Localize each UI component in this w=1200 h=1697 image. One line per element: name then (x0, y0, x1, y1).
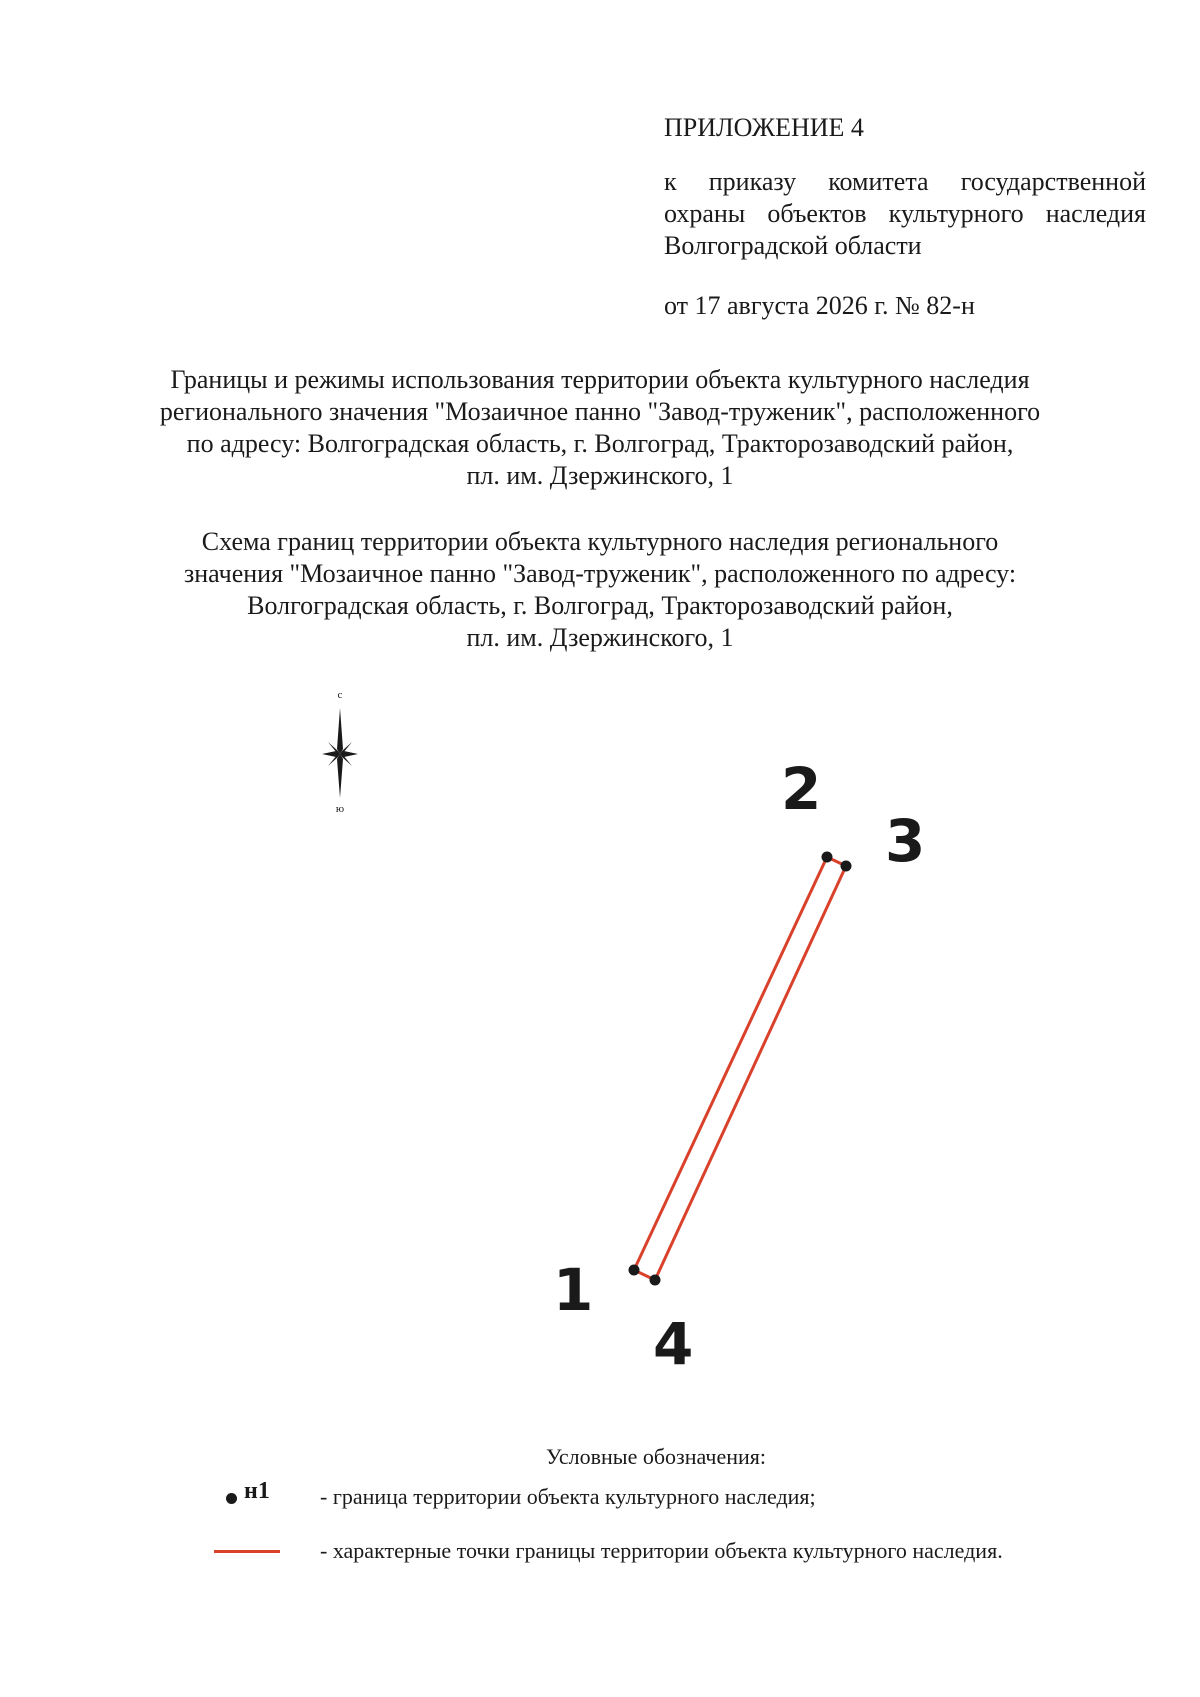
boundary-point-label-4: 4 (653, 1310, 694, 1378)
legend-item-line (210, 1537, 1170, 1571)
main-title-line: по адресу: Волгоградская область, г. Волгоград, Тракторозаводский район, (186, 429, 1014, 458)
appendix-date-line: от 17 августа 2026 г. № 82-н (664, 291, 975, 320)
boundary-point-label-2: 2 (781, 755, 822, 823)
legend-point-sample (210, 1478, 290, 1511)
main-title-line: регионального значения "Мозаичное панно "Завод-труженик", расположенного (159, 397, 1041, 426)
boundary-point-1 (629, 1265, 640, 1276)
boundary-point-3 (841, 861, 852, 872)
appendix-block (664, 112, 1146, 322)
legend-item-text: - характерные точки границы территории объекта культурного наследия. (320, 1538, 1003, 1563)
compass-north-label: с (337, 689, 343, 701)
legend-line-sample (210, 1537, 290, 1565)
legend-title: Условные обозначения: (545, 1444, 767, 1469)
boundary-point-label-3: 3 (885, 807, 926, 875)
scheme-title-line: Схема границ территории объекта культурного наследия регионального (201, 527, 999, 556)
main-title-line: Границы и режимы использования территории объекта культурного наследия (170, 365, 1030, 394)
legend-dot-icon (226, 1493, 237, 1504)
main-title-line: пл. им. Дзержинского, 1 (466, 461, 734, 490)
scheme-title (150, 526, 1050, 654)
boundary-point-2 (822, 852, 833, 863)
appendix-title: ПРИЛОЖЕНИЕ 4 (664, 113, 864, 142)
scheme-title-line: пл. им. Дзержинского, 1 (466, 623, 734, 652)
boundary-point-4 (650, 1275, 661, 1286)
scheme-title-line: значения "Мозаичное панно "Завод-труженик", расположенного по адресу: (183, 559, 1017, 588)
legend-red-line-icon (214, 1550, 280, 1553)
main-title (150, 364, 1050, 492)
boundary-polygon (634, 857, 846, 1280)
boundary-scheme (0, 740, 1200, 1380)
legend-item-point (210, 1478, 1170, 1517)
legend-item-text: - граница территории объекта культурного наследия; (320, 1484, 816, 1509)
legend-point-sample-label: н1 (244, 1478, 270, 1504)
compass-south-label: ю (335, 803, 345, 815)
boundary-point-label-1: 1 (553, 1256, 594, 1324)
appendix-order-text: к приказу комитета государственной охраны объектов культурного наследия Волгоградской области (664, 167, 1146, 260)
scheme-title-line: Волгоградская область, г. Волгоград, Тракторозаводский район, (247, 591, 953, 620)
